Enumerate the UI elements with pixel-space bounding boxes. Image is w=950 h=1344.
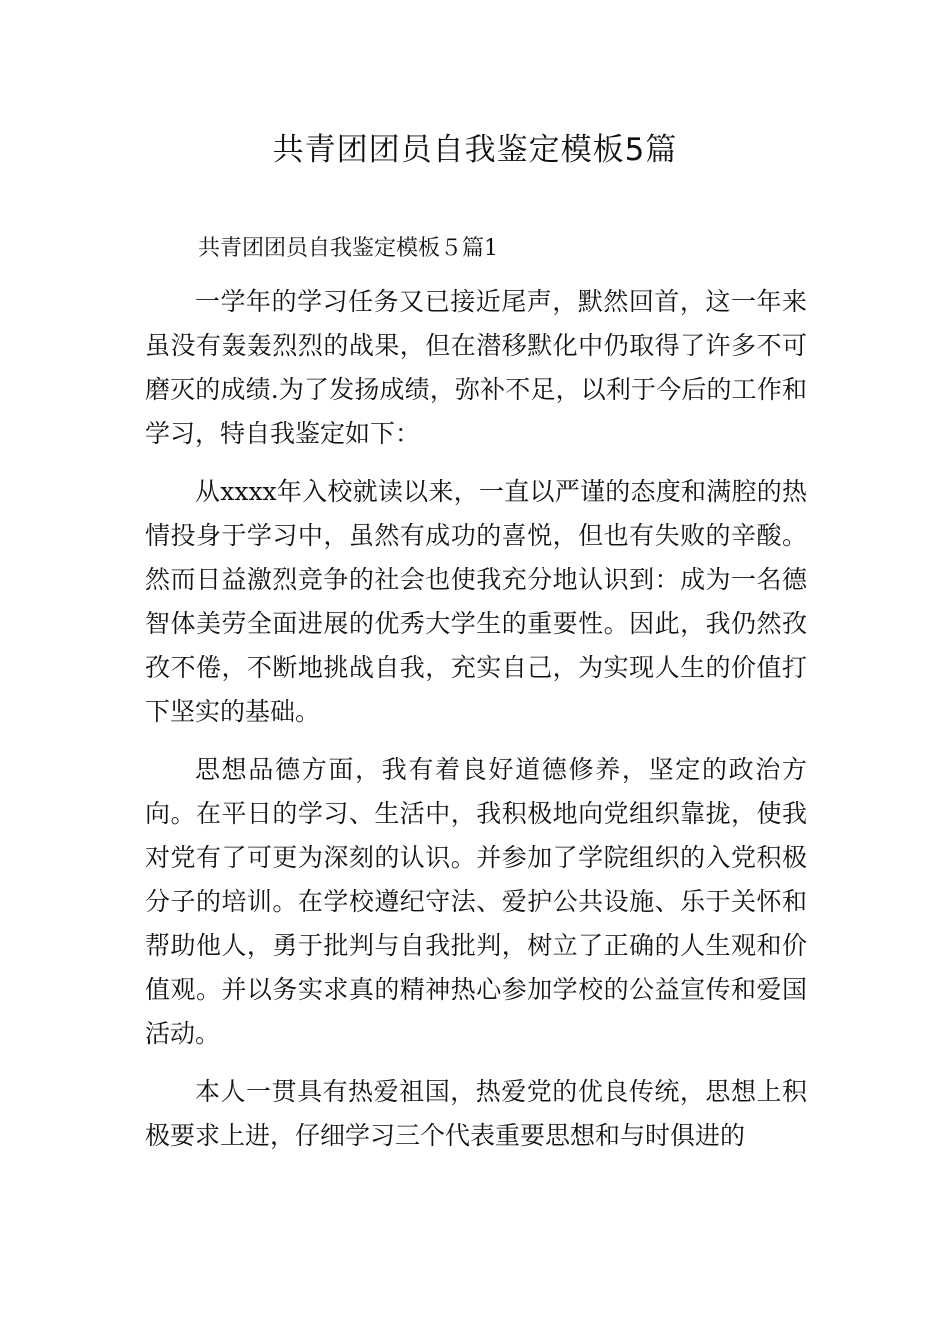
document-subtitle: 共青团团员自我鉴定模板５篇1 [198,236,498,261]
paragraph-3: 思想品德方面，我有着良好道德修养，坚定的政治方向。在平日的学习、生活中，我积极地向党组织靠拢，使我对党有了可更为深刻的认识。并参加了学院组织的入党积极分子的培训。在学校遵纪守法、爱护公共设施、乐于关怀和帮助他人，勇于批判与自我批判，树立了正确的人生观和价值观。并以务实求真的精神热心参加学校的公益宣传和爱国活动。 [145,755,807,1048]
document-body [145,280,807,1172]
document-title: 共青团团员自我鉴定模板5篇 [272,132,678,168]
paragraph-4: 本人一贯具有热爱祖国，热爱党的优良传统，思想上积极要求上进，仔细学习三个代表重要思想和与时俱进的 [145,1077,807,1150]
paragraph-1: 一学年的学习任务又已接近尾声，默然回首，这一年来虽没有轰轰烈烈的战果，但在潜移默化中仍取得了许多不可磨灭的成绩.为了发扬成绩，弥补不足，以利于今后的工作和学习，特自我鉴定如下： [145,287,807,448]
paragraph-2: 从xxxx年入校就读以来，一直以严谨的态度和满腔的热情投身于学习中，虽然有成功的喜悦，但也有失败的辛酸。然而日益激烈竞争的社会也使我充分地认识到：成为一名德智体美劳全面进展的优秀大学生的重要性。因此，我仍然孜孜不倦，不断地挑战自我，充实自己，为实现人生的价值打下坚实的基础。 [145,477,807,726]
